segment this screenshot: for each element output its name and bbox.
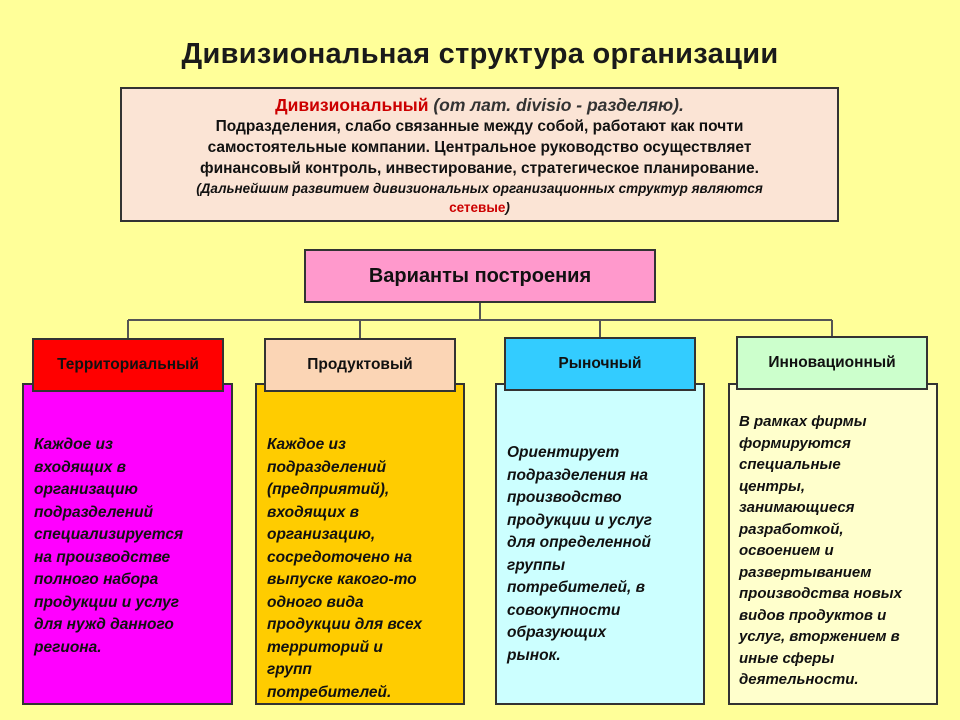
- variant-line: организацию: [34, 481, 138, 498]
- variant-body-product: [255, 383, 465, 705]
- variant-label-market: Рыночный: [504, 337, 696, 391]
- variant-line: подразделений: [267, 458, 387, 476]
- variant-line: Каждое из: [267, 436, 346, 453]
- variant-line: производства новых: [739, 585, 902, 602]
- variant-line: специальные: [739, 456, 841, 473]
- variant-line: производство: [507, 489, 622, 506]
- variant-line: освоением и: [739, 542, 834, 559]
- variant-line: деятельности.: [739, 671, 859, 688]
- variant-line: занимающиеся: [739, 499, 855, 516]
- definition-line: Подразделения, слабо связанные между собой, работают как почти: [215, 118, 744, 135]
- variant-body-innovation: [728, 383, 938, 705]
- variant-line: Каждое из: [34, 436, 113, 453]
- variant-line: разработкой,: [739, 520, 844, 538]
- variant-body-territorial: [22, 383, 233, 705]
- variant-line: организацию,: [267, 526, 376, 543]
- definition-etymology: (от лат. divisio - разделяю).: [428, 95, 684, 115]
- variant-line: сосредоточено на: [267, 548, 413, 566]
- variant-line: рынок.: [507, 646, 561, 664]
- root-node: Варианты построения: [304, 249, 656, 303]
- variant-line: на производстве: [34, 548, 171, 566]
- variant-line: входящих в: [34, 458, 127, 476]
- variant-line: продукции и услуг: [34, 593, 180, 611]
- definition-line: финансовый контроль, инвестирование, стратегическое планирование.: [200, 160, 759, 177]
- variant-line: региона.: [34, 638, 102, 656]
- variant-line: потребителей.: [267, 683, 392, 701]
- variant-line: В рамках фирмы: [739, 413, 867, 430]
- variant-body-market: [495, 383, 705, 705]
- variant-line: для определенной: [507, 534, 651, 551]
- definition-line: самостоятельные компании. Центральное руководство осуществляет: [207, 139, 752, 156]
- variant-line: Ориентирует: [507, 444, 620, 461]
- variant-line: подразделения на: [507, 466, 649, 484]
- variant-line: группы: [507, 556, 566, 574]
- variant-line: центры,: [739, 477, 805, 495]
- variant-line: групп: [267, 661, 312, 678]
- page-title: Дивизиональная структура организации: [181, 38, 779, 70]
- variant-line: образующих: [507, 624, 607, 641]
- variant-label-territorial: Территориальный: [32, 338, 224, 392]
- variant-line: подразделений: [34, 503, 154, 521]
- variant-line: территорий и: [267, 638, 383, 656]
- variant-line: одного вида: [267, 593, 364, 611]
- variant-line: специализируется: [34, 526, 184, 543]
- variant-line: совокупности: [507, 601, 621, 619]
- variant-label-innovation: Инновационный: [736, 336, 928, 390]
- definition-term: Дивизиональный: [275, 95, 429, 115]
- variant-line: для нужд данного: [34, 616, 174, 633]
- variant-line: услуг, вторжением в: [739, 628, 900, 645]
- variant-line: полного набора: [34, 571, 159, 588]
- variant-line: входящих в: [267, 503, 360, 521]
- variant-line: (предприятий),: [267, 481, 390, 498]
- variant-line: выпуске какого-то: [267, 571, 417, 588]
- variant-line: формируются: [739, 434, 851, 452]
- variant-line: иные сферы: [739, 649, 835, 667]
- variant-line: видов продуктов и: [739, 606, 887, 624]
- variant-line: продукции и услуг: [507, 511, 653, 529]
- variant-line: потребителей, в: [507, 579, 645, 596]
- definition-note-end: ): [505, 200, 510, 215]
- variant-line: продукции для всех: [267, 616, 423, 633]
- variant-label-product: Продуктовый: [264, 338, 456, 392]
- definition-note-term: сетевые: [449, 200, 506, 215]
- variant-line: развертыванием: [739, 563, 872, 581]
- definition-note-text: (Дальнейшим развитием дивизиональных организационных структур являются: [196, 181, 763, 196]
